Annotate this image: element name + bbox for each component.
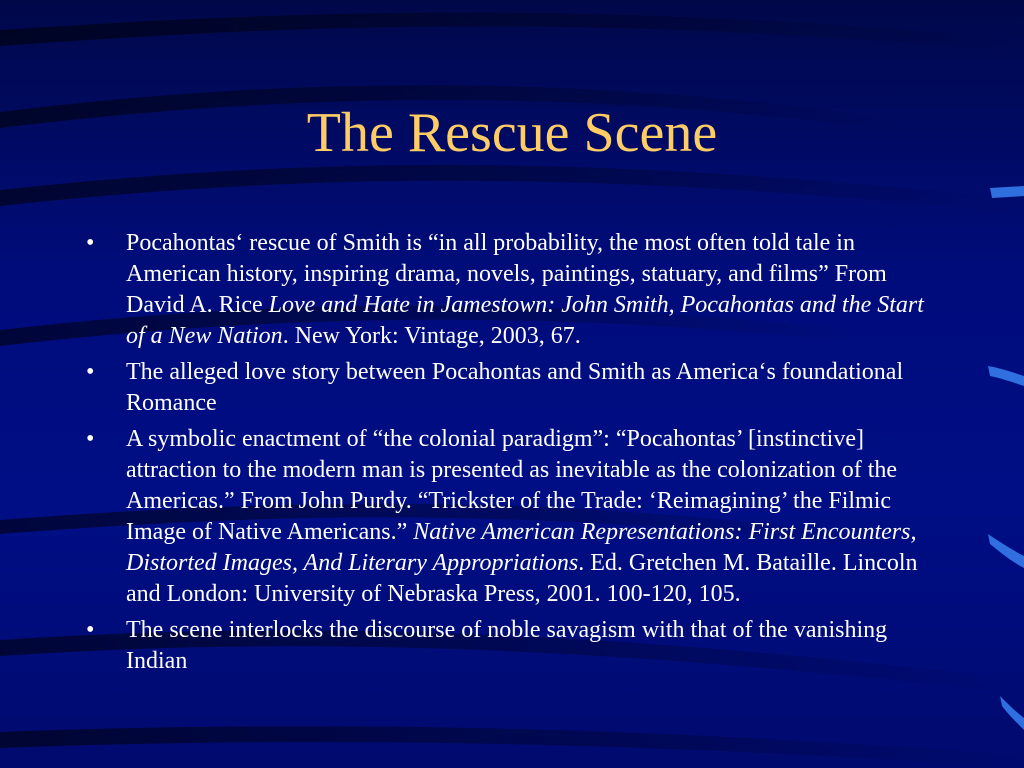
swoosh-7 <box>0 726 1024 768</box>
bullet-text: The scene interlocks the discourse of noble savagism with that of the vanishing Indian <box>126 617 888 674</box>
bullet-item-love-story <box>86 357 946 419</box>
bullet-item-rescue-quote <box>86 228 946 352</box>
bullet-item-vanishing-indian <box>86 615 946 677</box>
bullet-list <box>86 228 946 682</box>
bullet-text-segment: . New York: Vintage, 2003, 67. <box>282 323 581 349</box>
bullet-dot: • <box>86 426 95 452</box>
bullet-text-segment: . Ed. Gretchen M. Bataille. Lincoln and London: University of Nebraska Press, 2001. 100-120, 105. <box>126 550 918 607</box>
bullet-text-segment: A symbolic enactment of “the colonial paradigm”: “Pocahontas’ [instinctive] attraction to the modern man is presented as inevitable as the colonization of the Americas.” From John Purdy. “Trickster of the Trade: ‘Reimagining’ the Filmic Image of Native Americans.” <box>126 426 898 545</box>
bullet-dot: • <box>86 617 95 643</box>
book-title-bataille: Native American Representations: First Encounters, Distorted Images, And Literary Appropriations <box>126 519 917 576</box>
bullet-text <box>126 230 924 349</box>
slide-title: The Rescue Scene <box>306 102 718 164</box>
bullet-dot: • <box>86 230 95 256</box>
accent-streak-4 <box>1000 696 1024 730</box>
swoosh-3 <box>0 165 1024 214</box>
bullet-text-segment: Pocahontas‘ rescue of Smith is “in all probability, the most often told tale in American history, inspiring drama, novels, paintings, statuary, and films” From David A. Rice <box>126 230 887 318</box>
accent-streak-2 <box>988 366 1024 386</box>
bullet-item-colonial-paradigm <box>86 424 946 610</box>
swoosh-1 <box>0 13 1024 53</box>
bullet-text: The alleged love story between Pocahontas and Smith as America‘s foundational Romance <box>126 359 904 416</box>
bullet-dot: • <box>86 359 95 385</box>
accent-streak-3 <box>988 534 1024 568</box>
book-title-rice: Love and Hate in Jamestown: John Smith, Pocahontas and the Start of a New Nation <box>126 292 924 349</box>
bullet-text <box>126 426 917 607</box>
accent-streak-1 <box>990 186 1024 198</box>
